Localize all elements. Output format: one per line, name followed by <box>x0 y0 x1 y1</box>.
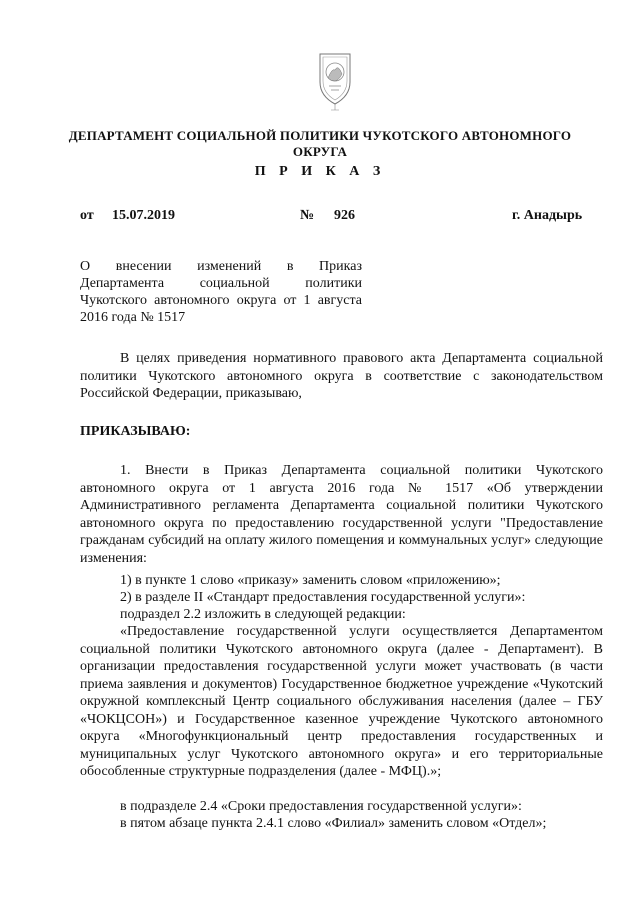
body-paragraph-1: 1. Внести в Приказ Департамента социальной политики Чукотского автономного округа от 1 августа 2016 года № 1517 «Об утверждении Административного регламента Департамента социальной политики Чукотского автономного округа по предоставлению государственной услуги "Предоставление гражданам субсидий на оплату жилого помещения и коммунальных услуг» следующие изменения: <box>80 463 603 566</box>
document-type-title: П Р И К А З <box>254 164 386 179</box>
number-label: № <box>300 208 315 223</box>
body-paragraph-4: подраздел 2.2 изложить в следующей редакции: <box>120 607 406 622</box>
body-paragraph-5: «Предоставление государственной услуги осуществляется Департаментом социальной политики Чукотского автономного округа (далее - Департамент). В организации предоставления государственной услуги может участвовать (в части приема заявления и документов) Государственное бюджетное учреждение «Чукотский окружной комплексный Центр социального обслуживания населения (далее – ГБУ «ЧОКЦСОН») и Государственное казенное учреждение Чукотского автономного округа «Многофункциональный центр предоставления государственных и муниципальных услуг Чукотского автономного округа» и его территориальные обособленные структурные подразделения (далее - МФЦ).»; <box>80 624 603 779</box>
body-paragraph-7: в пятом абзаце пункта 2.4.1 слово «Филиал» заменить словом «Отдел»; <box>120 816 547 831</box>
body-paragraph-6: в подразделе 2.4 «Сроки предоставления государственной услуги»: <box>120 799 522 814</box>
city: г. Анадырь <box>512 208 583 223</box>
subject-line: Чукотского автономного округа от 1 августа <box>80 293 362 308</box>
body-paragraph-3: 2) в разделе II «Стандарт предоставления государственной услуги»: <box>120 590 526 605</box>
subject-line: О внесении изменений в Приказ <box>80 259 362 274</box>
preamble-paragraph: В целях приведения нормативного правового акта Департамента социальной политики Чукотского автономного округа в соответствие с законодательством Российской Федерации, приказываю, <box>80 351 603 401</box>
subject-line: 2016 года № 1517 <box>80 310 186 325</box>
coat-of-arms-emblem <box>314 48 356 112</box>
department-title: ДЕПАРТАМЕНТ СОЦИАЛЬНОЙ ПОЛИТИКИ ЧУКОТСКОГО АВТОНОМНОГО ОКРУГА <box>68 128 572 159</box>
body-paragraph-2: 1) в пункте 1 слово «приказу» заменить словом «приложению»; <box>120 573 501 588</box>
order-subject <box>80 258 362 326</box>
order-date: 15.07.2019 <box>112 208 175 223</box>
subject-line: Департамента социальной политики <box>80 276 362 291</box>
order-word: ПРИКАЗЫВАЮ: <box>80 424 191 439</box>
date-label: от <box>80 208 94 223</box>
order-number: 926 <box>334 208 355 223</box>
